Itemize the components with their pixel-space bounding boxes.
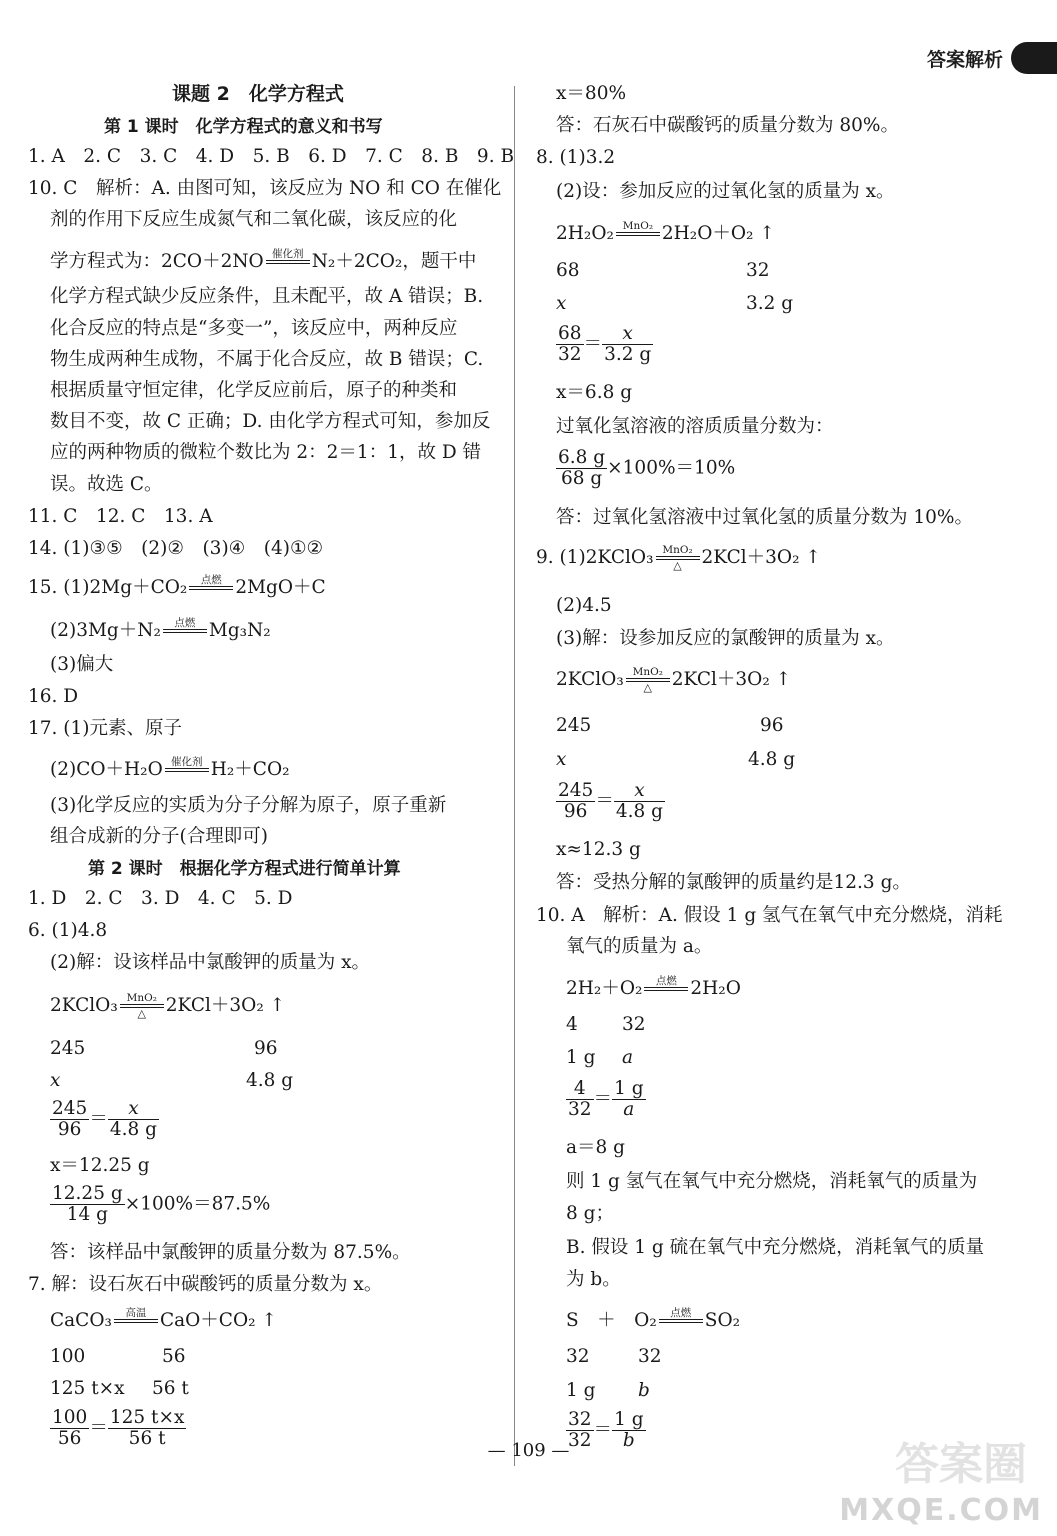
equation-reactants: 学方程式为：2CO＋2NO xyxy=(50,251,264,272)
fraction: $\frac{245}{96}$ xyxy=(558,780,594,822)
answer-16: 16. D xyxy=(28,686,79,707)
q6-ratio-row: x xyxy=(50,1070,61,1091)
q6-equation: 2KClO₃ MnO₂ △ 2KCl＋3O₂ ↑ xyxy=(50,992,286,1020)
reaction-arrow: 点燃 xyxy=(163,617,207,645)
q9-proportion: $\frac{245}{96}$ ＝ $\frac{x}{4.8 g}$ xyxy=(558,780,663,822)
answer-15-2: (2)3Mg＋N₂ 点燃 Mg₃N₂ xyxy=(50,617,271,645)
reaction-arrow: MnO₂ △ xyxy=(626,666,670,694)
q10-ratio-row: a xyxy=(622,1047,634,1068)
lesson2-title: 第 2 课时 根据化学方程式进行简单计算 xyxy=(88,859,401,879)
q8-proportion: $\frac{68}{32}$ ＝ $\frac{x}{3.2 g}$ xyxy=(558,323,652,365)
reaction-arrow: 高温 xyxy=(114,1307,158,1335)
answers-1-5: 1. D 2. C 3. D 4. C 5. D xyxy=(28,888,293,909)
q10-line: 根据质量守恒定律，化学反应前后，原子的种类和 xyxy=(50,380,458,401)
q10-proportion: $\frac{4}{32}$ ＝ $\frac{1 g}{a}$ xyxy=(568,1078,644,1120)
q10-ratio-row: 4 xyxy=(566,1014,578,1035)
q9-ratio-row: 245 xyxy=(556,715,592,736)
answer-8-1: 8. (1)3.2 xyxy=(536,147,616,168)
answer-7: 7. 解：设石灰石中碳酸钙的质量分数为 x。 xyxy=(28,1274,383,1295)
q10-ratio-row: 1 g xyxy=(566,1047,596,1068)
q10-line: 数目不变，故 C 正确；D. 由化学方程式可知，参加反 xyxy=(50,411,491,432)
fraction: $\frac{4}{32}$ xyxy=(568,1078,592,1120)
fraction: $\frac{68}{32}$ xyxy=(558,323,582,365)
q6-result: x＝12.25 g xyxy=(50,1155,150,1176)
q8-answer: 答：过氧化氢溶液中过氧化氢的质量分数为 10%。 xyxy=(556,507,974,528)
q10-line: 10. C 解析：A. 由图可知，该反应为 NO 和 CO 在催化 xyxy=(28,178,502,199)
answer-6-1: 6. (1)4.8 xyxy=(28,920,108,941)
q8-text: 过氧化氢溶液的溶质质量分数为： xyxy=(556,416,834,437)
answers-1-9: 1. A 2. C 3. C 4. D 5. B 6. D 7. C 8. B 9. B xyxy=(28,146,515,167)
q8-result: x＝6.8 g xyxy=(556,382,633,403)
q8-ratio-row: 32 xyxy=(746,260,770,281)
q8-percent: $\frac{6.8 g}{68 g}$ ×100%＝10% xyxy=(558,447,736,489)
watermark-site: MXQE.COM xyxy=(839,1493,1043,1528)
reaction-arrow: 点燃 xyxy=(659,1307,703,1335)
q9-answer: 答：受热分解的氯酸钾的质量约是12.3 g。 xyxy=(556,872,911,893)
q10-line: 剂的作用下反应生成氮气和二氧化碳，该反应的化 xyxy=(50,209,458,230)
q9-ratio-row: 96 xyxy=(760,715,784,736)
q10-text: 为 b。 xyxy=(566,1269,621,1290)
q10-ratio-row: 32 xyxy=(566,1346,590,1367)
reaction-condition: 催化剂 xyxy=(271,248,304,260)
q8-equation: 2H₂O₂ MnO₂ 2H₂O＋O₂ ↑ xyxy=(556,220,775,248)
answer-17-2: (2)CO＋H₂O 催化剂 H₂＋CO₂ xyxy=(50,756,290,784)
reaction-arrow: 点燃 xyxy=(189,574,233,602)
fraction: $\frac{x}{4.8 g}$ xyxy=(615,780,663,822)
q6-answer: 答：该样品中氯酸钾的质量分数为 87.5%。 xyxy=(50,1242,411,1263)
section-header xyxy=(927,42,1057,74)
fraction: $\frac{x}{4.8 g}$ xyxy=(109,1098,157,1140)
q10-ratio-row: 1 g xyxy=(566,1380,596,1401)
q8-ratio-row: 68 xyxy=(556,260,580,281)
equation-products: N₂＋2CO₂，题干中 xyxy=(311,251,477,272)
q10-text: 8 g； xyxy=(566,1203,614,1224)
answer-15-1: 15. (1)2Mg＋CO₂ 点燃 2MgO＋C xyxy=(28,574,326,602)
watermark-logo: 答案圈 xyxy=(895,1439,1027,1490)
fraction: $\frac{245}{96}$ xyxy=(52,1098,88,1140)
page-number: — 109 — xyxy=(487,1440,570,1461)
q6-ratio-row: 4.8 g xyxy=(246,1070,294,1091)
q10-equation: 2H₂＋O₂ 点燃 2H₂O xyxy=(566,975,741,1003)
q10-ratio-row: b xyxy=(638,1380,650,1401)
answer-9-1: 9. (1)2KClO₃ MnO₂ △ 2KCl＋3O₂ ↑ xyxy=(536,544,821,572)
fraction: $\frac{x}{3.2 g}$ xyxy=(604,323,652,365)
answer-6-2: (2)解：设该样品中氯酸钾的质量为 x。 xyxy=(50,952,371,973)
q9-equation: 2KClO₃ MnO₂ △ 2KCl＋3O₂ ↑ xyxy=(556,666,792,694)
topic-title: 课题 2 化学方程式 xyxy=(172,83,344,105)
section-label: 答案解析 xyxy=(926,48,1003,71)
q6-ratio-row: 96 xyxy=(254,1038,278,1059)
answer-15-3: (3)偏大 xyxy=(50,654,114,675)
fraction: $\frac{1 g}{a}$ xyxy=(614,1078,644,1120)
q10-ratio-row: 32 xyxy=(638,1346,662,1367)
section-tab-marker xyxy=(1011,42,1057,74)
answer-14: 14. (1)③⑤ (2)② (3)④ (4)①② xyxy=(28,538,324,559)
fraction: $\frac{100}{56}$ xyxy=(52,1407,88,1449)
q7-ratio-row: 100 xyxy=(50,1346,86,1367)
answer-17-3: (3)化学反应的实质为分子分解为原子，原子重新 xyxy=(50,795,447,816)
answer-9-2: (2)4.5 xyxy=(556,595,612,616)
q8-ratio-row: x xyxy=(556,293,567,314)
q10-sulfur-equation: S ＋ O₂ 点燃 SO₂ xyxy=(566,1307,740,1335)
q7-ratio-row: 56 xyxy=(162,1346,186,1367)
reaction-arrow: 催化剂 xyxy=(165,756,209,784)
q10-line: 化学方程式缺少反应条件，且未配平，故 A 错误；B. xyxy=(50,286,484,307)
reaction-arrow: MnO₂ △ xyxy=(120,992,164,1020)
q10-line: 物生成两种生成物，不属于化合反应，故 B 错误；C. xyxy=(50,349,484,370)
q9-ratio-row: 4.8 g xyxy=(748,749,796,770)
fraction: $\frac{12.25 g}{14 g}$ xyxy=(52,1183,123,1225)
q7-answer: 答：石灰石中碳酸钙的质量分数为 80%。 xyxy=(556,115,900,136)
q10-text: 则 1 g 氢气在氧气中充分燃烧，消耗氧气的质量为 xyxy=(566,1171,978,1192)
answers-11-13: 11. C 12. C 13. A xyxy=(28,506,213,527)
q10-equation-line xyxy=(50,248,476,276)
answer-8-2: (2)设：参加反应的过氧化氢的质量为 x。 xyxy=(556,181,895,202)
q7-proportion: $\frac{100}{56}$ ＝ $\frac{125 t\times x}{56 t}$ xyxy=(52,1407,185,1449)
q6-ratio-row: 245 xyxy=(50,1038,86,1059)
answer-17-3b: 组合成新的分子(合理即可) xyxy=(50,826,268,847)
fraction: $\frac{6.8 g}{68 g}$ xyxy=(558,447,606,489)
q9-result: x≈12.3 g xyxy=(556,839,641,860)
q7-equation: CaCO₃ 高温 CaO＋CO₂ ↑ xyxy=(50,1307,277,1335)
q8-ratio-row: 3.2 g xyxy=(746,293,794,314)
q10-ratio-row: 32 xyxy=(622,1014,646,1035)
reaction-arrow: MnO₂ △ xyxy=(656,544,700,572)
answer-17-1: 17. (1)元素、原子 xyxy=(28,718,183,739)
fraction: $\frac{125 t\times x}{56 t}$ xyxy=(109,1407,185,1449)
q10-line: 误。故选 C。 xyxy=(50,474,163,495)
q10-line: 应的两种物质的微粒个数比为 2：2＝1：1，故 D 错 xyxy=(50,442,482,463)
q10-proportion: $\frac{32}{32}$ ＝ $\frac{1 g}{b}$ xyxy=(568,1409,644,1451)
q6-proportion: $\frac{245}{96}$ ＝ $\frac{x}{4.8 g}$ xyxy=(52,1098,157,1140)
answer-10: 10. A 解析：A. 假设 1 g 氢气在氧气中充分燃烧，消耗 xyxy=(536,905,1003,926)
fraction: $\frac{1 g}{b}$ xyxy=(614,1409,644,1451)
q7-ratio-row: 56 t xyxy=(152,1378,189,1399)
answer-9-3: (3)解：设参加反应的氯酸钾的质量为 x。 xyxy=(556,628,895,649)
reaction-arrow: 点燃 xyxy=(644,975,688,1003)
q7-result: x＝80% xyxy=(556,83,627,104)
answer-10-line: 氧气的质量为 a。 xyxy=(566,936,713,957)
q10-line: 化合反应的特点是“多变一”，该反应中，两种反应 xyxy=(50,318,458,339)
q7-ratio-row: 125 t×x xyxy=(50,1378,125,1399)
column-divider xyxy=(514,86,515,1466)
fraction: $\frac{32}{32}$ xyxy=(568,1409,592,1451)
q6-percent: $\frac{12.25 g}{14 g}$ ×100%＝87.5% xyxy=(52,1183,271,1225)
reaction-arrow xyxy=(266,248,310,276)
reaction-arrow: MnO₂ xyxy=(616,220,660,248)
q9-ratio-row: x xyxy=(556,749,567,770)
lesson1-title: 第 1 课时 化学方程式的意义和书写 xyxy=(104,117,383,137)
q10-result: a＝8 g xyxy=(566,1137,626,1158)
q10-text: B. 假设 1 g 硫在氧气中充分燃烧，消耗氧气的质量 xyxy=(566,1237,985,1258)
